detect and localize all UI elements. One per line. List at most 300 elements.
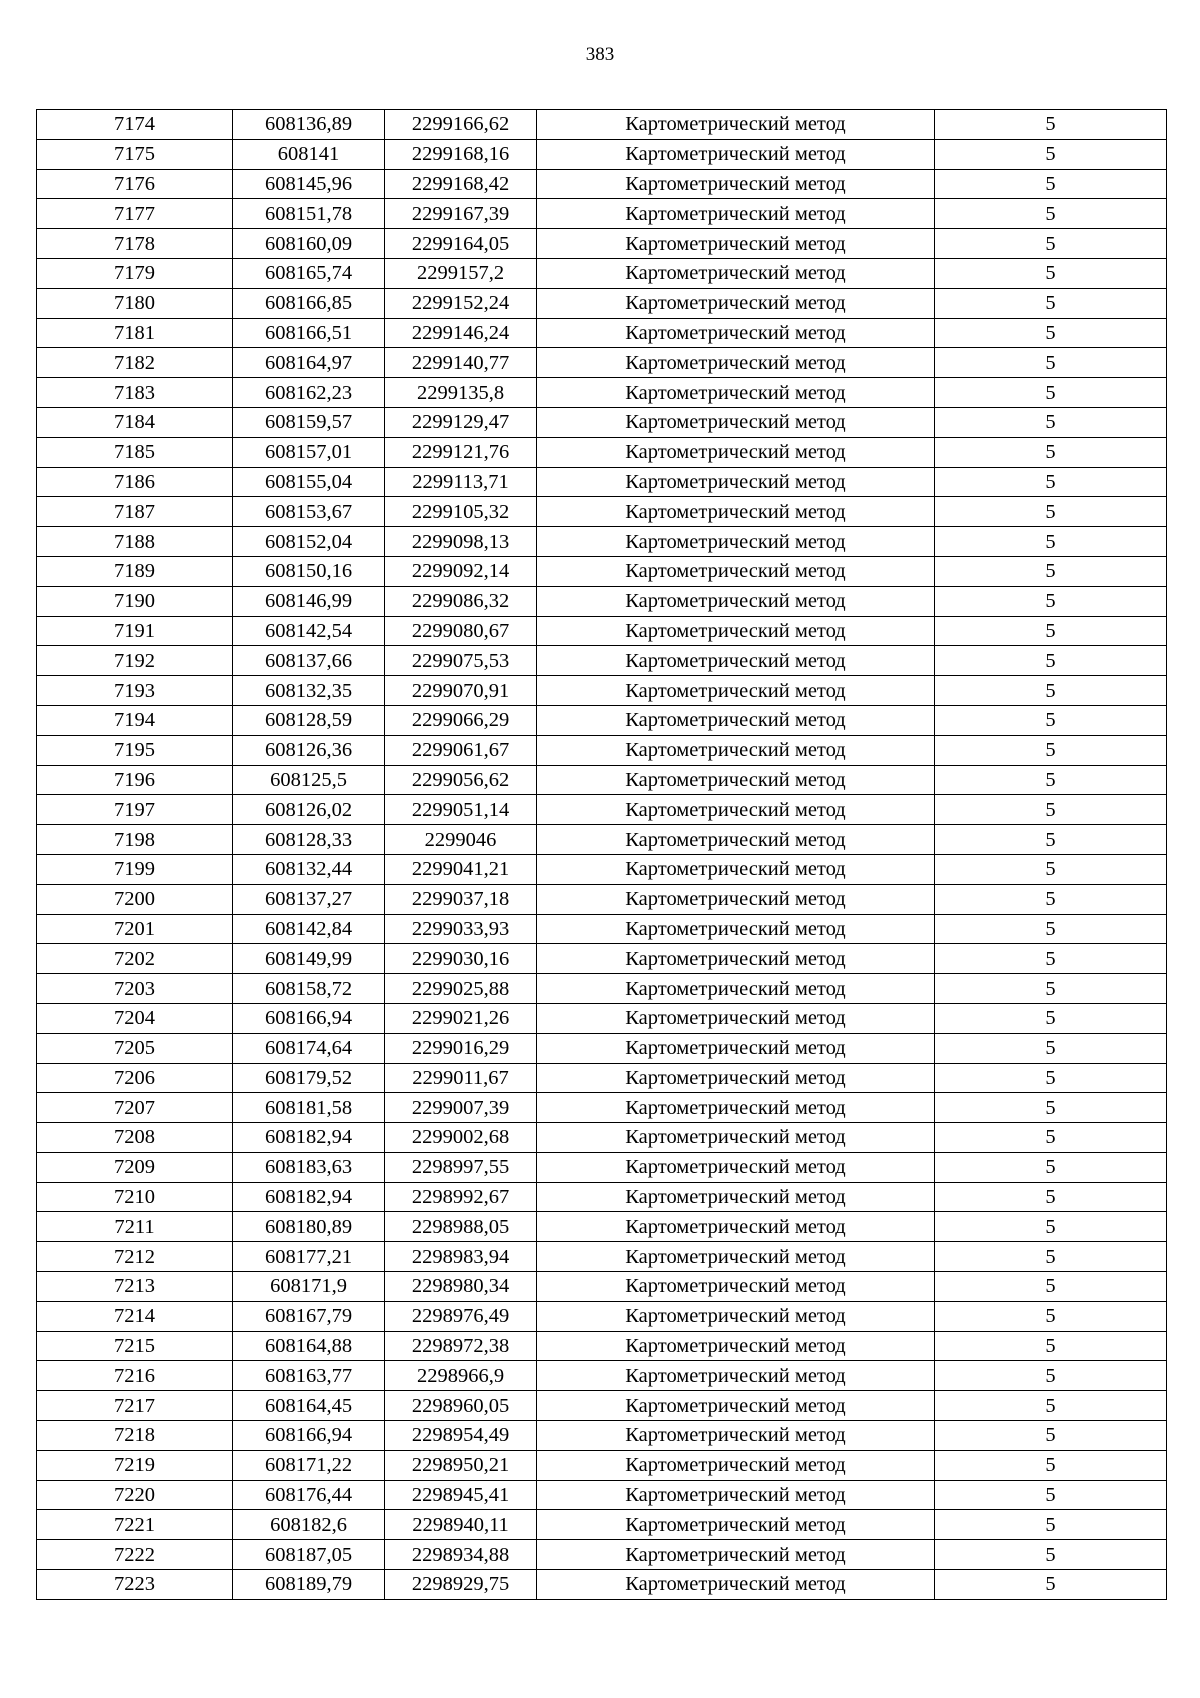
- table-row: [37, 1421, 1167, 1451]
- point-number-cell: 7208: [37, 1123, 233, 1153]
- y-coordinate-cell: 2299080,67: [385, 616, 537, 646]
- method-cell: Картометрический метод: [537, 1480, 935, 1510]
- point-number-cell: 7195: [37, 735, 233, 765]
- accuracy-cell: 5: [935, 914, 1167, 944]
- accuracy-cell: 5: [935, 1152, 1167, 1182]
- x-coordinate-cell: 608162,23: [233, 378, 385, 408]
- y-coordinate-cell: 2299030,16: [385, 944, 537, 974]
- y-coordinate-cell: 2299168,42: [385, 169, 537, 199]
- accuracy-cell: 5: [935, 1242, 1167, 1272]
- method-cell: Картометрический метод: [537, 1301, 935, 1331]
- table-row: [37, 527, 1167, 557]
- y-coordinate-cell: 2298997,55: [385, 1152, 537, 1182]
- point-number-cell: 7217: [37, 1391, 233, 1421]
- method-cell: Картометрический метод: [537, 1063, 935, 1093]
- table-row: [37, 199, 1167, 229]
- accuracy-cell: 5: [935, 944, 1167, 974]
- point-number-cell: 7192: [37, 646, 233, 676]
- table-row: [37, 1331, 1167, 1361]
- table-row: [37, 1480, 1167, 1510]
- method-cell: Картометрический метод: [537, 139, 935, 169]
- x-coordinate-cell: 608187,05: [233, 1540, 385, 1570]
- accuracy-cell: 5: [935, 1301, 1167, 1331]
- method-cell: Картометрический метод: [537, 676, 935, 706]
- x-coordinate-cell: 608164,97: [233, 348, 385, 378]
- method-cell: Картометрический метод: [537, 1331, 935, 1361]
- accuracy-cell: 5: [935, 1093, 1167, 1123]
- table-row: [37, 437, 1167, 467]
- x-coordinate-cell: 608137,27: [233, 884, 385, 914]
- x-coordinate-cell: 608132,35: [233, 676, 385, 706]
- point-number-cell: 7200: [37, 884, 233, 914]
- y-coordinate-cell: 2298954,49: [385, 1421, 537, 1451]
- table-row: [37, 378, 1167, 408]
- x-coordinate-cell: 608183,63: [233, 1152, 385, 1182]
- method-cell: Картометрический метод: [537, 1361, 935, 1391]
- accuracy-cell: 5: [935, 795, 1167, 825]
- point-number-cell: 7201: [37, 914, 233, 944]
- y-coordinate-cell: 2299135,8: [385, 378, 537, 408]
- table-row: [37, 1391, 1167, 1421]
- point-number-cell: 7207: [37, 1093, 233, 1123]
- y-coordinate-cell: 2299066,29: [385, 705, 537, 735]
- y-coordinate-cell: 2299164,05: [385, 229, 537, 259]
- y-coordinate-cell: 2299105,32: [385, 497, 537, 527]
- y-coordinate-cell: 2299113,71: [385, 467, 537, 497]
- method-cell: Картометрический метод: [537, 1003, 935, 1033]
- point-number-cell: 7203: [37, 974, 233, 1004]
- y-coordinate-cell: 2299092,14: [385, 556, 537, 586]
- accuracy-cell: 5: [935, 258, 1167, 288]
- y-coordinate-cell: 2298992,67: [385, 1182, 537, 1212]
- table-row: [37, 914, 1167, 944]
- accuracy-cell: 5: [935, 1510, 1167, 1540]
- method-cell: Картометрический метод: [537, 1510, 935, 1540]
- y-coordinate-cell: 2299056,62: [385, 765, 537, 795]
- accuracy-cell: 5: [935, 1450, 1167, 1480]
- x-coordinate-cell: 608128,33: [233, 825, 385, 855]
- point-number-cell: 7182: [37, 348, 233, 378]
- y-coordinate-cell: 2299021,26: [385, 1003, 537, 1033]
- y-coordinate-cell: 2299121,76: [385, 437, 537, 467]
- accuracy-cell: 5: [935, 586, 1167, 616]
- accuracy-cell: 5: [935, 110, 1167, 140]
- x-coordinate-cell: 608165,74: [233, 258, 385, 288]
- accuracy-cell: 5: [935, 1480, 1167, 1510]
- point-number-cell: 7179: [37, 258, 233, 288]
- table-row: [37, 1450, 1167, 1480]
- x-coordinate-cell: 608180,89: [233, 1212, 385, 1242]
- method-cell: Картометрический метод: [537, 407, 935, 437]
- accuracy-cell: 5: [935, 1540, 1167, 1570]
- point-number-cell: 7210: [37, 1182, 233, 1212]
- table-row: [37, 1003, 1167, 1033]
- method-cell: Картометрический метод: [537, 1033, 935, 1063]
- table-row: [37, 1093, 1167, 1123]
- method-cell: Картометрический метод: [537, 825, 935, 855]
- method-cell: Картометрический метод: [537, 1182, 935, 1212]
- y-coordinate-cell: 2299016,29: [385, 1033, 537, 1063]
- accuracy-cell: 5: [935, 229, 1167, 259]
- method-cell: Картометрический метод: [537, 1272, 935, 1302]
- point-number-cell: 7183: [37, 378, 233, 408]
- y-coordinate-cell: 2299075,53: [385, 646, 537, 676]
- y-coordinate-cell: 2299166,62: [385, 110, 537, 140]
- y-coordinate-cell: 2299046: [385, 825, 537, 855]
- accuracy-cell: 5: [935, 1272, 1167, 1302]
- point-number-cell: 7176: [37, 169, 233, 199]
- accuracy-cell: 5: [935, 676, 1167, 706]
- accuracy-cell: 5: [935, 556, 1167, 586]
- point-number-cell: 7198: [37, 825, 233, 855]
- x-coordinate-cell: 608182,6: [233, 1510, 385, 1540]
- method-cell: Картометрический метод: [537, 1450, 935, 1480]
- method-cell: Картометрический метод: [537, 616, 935, 646]
- method-cell: Картометрический метод: [537, 854, 935, 884]
- method-cell: Картометрический метод: [537, 1540, 935, 1570]
- accuracy-cell: 5: [935, 407, 1167, 437]
- accuracy-cell: 5: [935, 854, 1167, 884]
- method-cell: Картометрический метод: [537, 586, 935, 616]
- method-cell: Картометрический метод: [537, 348, 935, 378]
- accuracy-cell: 5: [935, 616, 1167, 646]
- x-coordinate-cell: 608152,04: [233, 527, 385, 557]
- table-row: [37, 467, 1167, 497]
- method-cell: Картометрический метод: [537, 169, 935, 199]
- table-row: [37, 1212, 1167, 1242]
- table-row: [37, 1540, 1167, 1570]
- point-number-cell: 7219: [37, 1450, 233, 1480]
- method-cell: Картометрический метод: [537, 497, 935, 527]
- point-number-cell: 7202: [37, 944, 233, 974]
- x-coordinate-cell: 608142,54: [233, 616, 385, 646]
- y-coordinate-cell: 2299129,47: [385, 407, 537, 437]
- point-number-cell: 7194: [37, 705, 233, 735]
- accuracy-cell: 5: [935, 348, 1167, 378]
- y-coordinate-cell: 2298972,38: [385, 1331, 537, 1361]
- method-cell: Картометрический метод: [537, 1421, 935, 1451]
- table-row: [37, 1510, 1167, 1540]
- method-cell: Картометрический метод: [537, 199, 935, 229]
- x-coordinate-cell: 608163,77: [233, 1361, 385, 1391]
- point-number-cell: 7221: [37, 1510, 233, 1540]
- point-number-cell: 7197: [37, 795, 233, 825]
- x-coordinate-cell: 608145,96: [233, 169, 385, 199]
- point-number-cell: 7213: [37, 1272, 233, 1302]
- point-number-cell: 7199: [37, 854, 233, 884]
- accuracy-cell: 5: [935, 884, 1167, 914]
- coordinates-table-body: [37, 110, 1167, 1600]
- x-coordinate-cell: 608164,88: [233, 1331, 385, 1361]
- table-row: [37, 735, 1167, 765]
- method-cell: Картометрический метод: [537, 258, 935, 288]
- accuracy-cell: 5: [935, 169, 1167, 199]
- table-row: [37, 139, 1167, 169]
- point-number-cell: 7215: [37, 1331, 233, 1361]
- coordinates-table: [36, 109, 1167, 1600]
- accuracy-cell: 5: [935, 139, 1167, 169]
- table-row: [37, 676, 1167, 706]
- x-coordinate-cell: 608126,36: [233, 735, 385, 765]
- y-coordinate-cell: 2298960,05: [385, 1391, 537, 1421]
- method-cell: Картометрический метод: [537, 527, 935, 557]
- method-cell: Картометрический метод: [537, 318, 935, 348]
- x-coordinate-cell: 608160,09: [233, 229, 385, 259]
- x-coordinate-cell: 608146,99: [233, 586, 385, 616]
- method-cell: Картометрический метод: [537, 288, 935, 318]
- table-row: [37, 646, 1167, 676]
- table-row: [37, 1242, 1167, 1272]
- method-cell: Картометрический метод: [537, 705, 935, 735]
- y-coordinate-cell: 2298945,41: [385, 1480, 537, 1510]
- point-number-cell: 7177: [37, 199, 233, 229]
- y-coordinate-cell: 2299098,13: [385, 527, 537, 557]
- method-cell: Картометрический метод: [537, 795, 935, 825]
- point-number-cell: 7189: [37, 556, 233, 586]
- table-row: [37, 974, 1167, 1004]
- x-coordinate-cell: 608150,16: [233, 556, 385, 586]
- accuracy-cell: 5: [935, 497, 1167, 527]
- point-number-cell: 7209: [37, 1152, 233, 1182]
- point-number-cell: 7186: [37, 467, 233, 497]
- accuracy-cell: 5: [935, 1123, 1167, 1153]
- y-coordinate-cell: 2299041,21: [385, 854, 537, 884]
- accuracy-cell: 5: [935, 1570, 1167, 1600]
- accuracy-cell: 5: [935, 1063, 1167, 1093]
- table-row: [37, 169, 1167, 199]
- point-number-cell: 7211: [37, 1212, 233, 1242]
- method-cell: Картометрический метод: [537, 944, 935, 974]
- x-coordinate-cell: 608182,94: [233, 1123, 385, 1153]
- y-coordinate-cell: 2299011,67: [385, 1063, 537, 1093]
- accuracy-cell: 5: [935, 318, 1167, 348]
- method-cell: Картометрический метод: [537, 1093, 935, 1123]
- y-coordinate-cell: 2299033,93: [385, 914, 537, 944]
- x-coordinate-cell: 608171,9: [233, 1272, 385, 1302]
- method-cell: Картометрический метод: [537, 437, 935, 467]
- y-coordinate-cell: 2298950,21: [385, 1450, 537, 1480]
- y-coordinate-cell: 2299002,68: [385, 1123, 537, 1153]
- accuracy-cell: 5: [935, 735, 1167, 765]
- accuracy-cell: 5: [935, 1331, 1167, 1361]
- table-row: [37, 1570, 1167, 1600]
- accuracy-cell: 5: [935, 1391, 1167, 1421]
- y-coordinate-cell: 2299007,39: [385, 1093, 537, 1123]
- x-coordinate-cell: 608151,78: [233, 199, 385, 229]
- point-number-cell: 7214: [37, 1301, 233, 1331]
- method-cell: Картометрический метод: [537, 765, 935, 795]
- table-row: [37, 110, 1167, 140]
- table-row: [37, 318, 1167, 348]
- point-number-cell: 7223: [37, 1570, 233, 1600]
- table-row: [37, 1182, 1167, 1212]
- point-number-cell: 7218: [37, 1421, 233, 1451]
- y-coordinate-cell: 2299070,91: [385, 676, 537, 706]
- table-row: [37, 229, 1167, 259]
- accuracy-cell: 5: [935, 1003, 1167, 1033]
- x-coordinate-cell: 608179,52: [233, 1063, 385, 1093]
- point-number-cell: 7188: [37, 527, 233, 557]
- x-coordinate-cell: 608182,94: [233, 1182, 385, 1212]
- table-row: [37, 1301, 1167, 1331]
- y-coordinate-cell: 2298988,05: [385, 1212, 537, 1242]
- accuracy-cell: 5: [935, 527, 1167, 557]
- x-coordinate-cell: 608176,44: [233, 1480, 385, 1510]
- point-number-cell: 7222: [37, 1540, 233, 1570]
- x-coordinate-cell: 608167,79: [233, 1301, 385, 1331]
- x-coordinate-cell: 608164,45: [233, 1391, 385, 1421]
- accuracy-cell: 5: [935, 199, 1167, 229]
- method-cell: Картометрический метод: [537, 914, 935, 944]
- x-coordinate-cell: 608149,99: [233, 944, 385, 974]
- x-coordinate-cell: 608142,84: [233, 914, 385, 944]
- method-cell: Картометрический метод: [537, 1242, 935, 1272]
- method-cell: Картометрический метод: [537, 467, 935, 497]
- x-coordinate-cell: 608177,21: [233, 1242, 385, 1272]
- accuracy-cell: 5: [935, 1361, 1167, 1391]
- x-coordinate-cell: 608189,79: [233, 1570, 385, 1600]
- method-cell: Картометрический метод: [537, 735, 935, 765]
- y-coordinate-cell: 2299157,2: [385, 258, 537, 288]
- accuracy-cell: 5: [935, 467, 1167, 497]
- point-number-cell: 7193: [37, 676, 233, 706]
- accuracy-cell: 5: [935, 765, 1167, 795]
- x-coordinate-cell: 608157,01: [233, 437, 385, 467]
- accuracy-cell: 5: [935, 1182, 1167, 1212]
- y-coordinate-cell: 2298980,34: [385, 1272, 537, 1302]
- accuracy-cell: 5: [935, 974, 1167, 1004]
- table-row: [37, 556, 1167, 586]
- y-coordinate-cell: 2298976,49: [385, 1301, 537, 1331]
- x-coordinate-cell: 608128,59: [233, 705, 385, 735]
- point-number-cell: 7185: [37, 437, 233, 467]
- y-coordinate-cell: 2298929,75: [385, 1570, 537, 1600]
- y-coordinate-cell: 2299051,14: [385, 795, 537, 825]
- table-row: [37, 348, 1167, 378]
- table-row: [37, 407, 1167, 437]
- y-coordinate-cell: 2299167,39: [385, 199, 537, 229]
- point-number-cell: 7190: [37, 586, 233, 616]
- y-coordinate-cell: 2298983,94: [385, 1242, 537, 1272]
- point-number-cell: 7196: [37, 765, 233, 795]
- table-row: [37, 258, 1167, 288]
- point-number-cell: 7216: [37, 1361, 233, 1391]
- table-row: [37, 765, 1167, 795]
- x-coordinate-cell: 608166,94: [233, 1421, 385, 1451]
- table-row: [37, 616, 1167, 646]
- table-row: [37, 1123, 1167, 1153]
- point-number-cell: 7181: [37, 318, 233, 348]
- table-row: [37, 1033, 1167, 1063]
- x-coordinate-cell: 608166,94: [233, 1003, 385, 1033]
- point-number-cell: 7187: [37, 497, 233, 527]
- method-cell: Картометрический метод: [537, 229, 935, 259]
- x-coordinate-cell: 608137,66: [233, 646, 385, 676]
- x-coordinate-cell: 608125,5: [233, 765, 385, 795]
- y-coordinate-cell: 2299152,24: [385, 288, 537, 318]
- table-row: [37, 705, 1167, 735]
- method-cell: Картометрический метод: [537, 646, 935, 676]
- x-coordinate-cell: 608174,64: [233, 1033, 385, 1063]
- page-number: 383: [585, 44, 615, 65]
- table-row: [37, 825, 1167, 855]
- table-row: [37, 795, 1167, 825]
- y-coordinate-cell: 2299086,32: [385, 586, 537, 616]
- table-row: [37, 884, 1167, 914]
- method-cell: Картометрический метод: [537, 1570, 935, 1600]
- table-row: [37, 1361, 1167, 1391]
- x-coordinate-cell: 608132,44: [233, 854, 385, 884]
- method-cell: Картометрический метод: [537, 378, 935, 408]
- accuracy-cell: 5: [935, 378, 1167, 408]
- method-cell: Картометрический метод: [537, 884, 935, 914]
- y-coordinate-cell: 2299146,24: [385, 318, 537, 348]
- accuracy-cell: 5: [935, 1212, 1167, 1242]
- y-coordinate-cell: 2298934,88: [385, 1540, 537, 1570]
- method-cell: Картометрический метод: [537, 1212, 935, 1242]
- y-coordinate-cell: 2298966,9: [385, 1361, 537, 1391]
- x-coordinate-cell: 608153,67: [233, 497, 385, 527]
- table-row: [37, 1272, 1167, 1302]
- accuracy-cell: 5: [935, 825, 1167, 855]
- point-number-cell: 7220: [37, 1480, 233, 1510]
- x-coordinate-cell: 608155,04: [233, 467, 385, 497]
- point-number-cell: 7191: [37, 616, 233, 646]
- table-row: [37, 944, 1167, 974]
- y-coordinate-cell: 2299037,18: [385, 884, 537, 914]
- point-number-cell: 7205: [37, 1033, 233, 1063]
- x-coordinate-cell: 608181,58: [233, 1093, 385, 1123]
- x-coordinate-cell: 608136,89: [233, 110, 385, 140]
- method-cell: Картометрический метод: [537, 1123, 935, 1153]
- method-cell: Картометрический метод: [537, 1391, 935, 1421]
- point-number-cell: 7180: [37, 288, 233, 318]
- accuracy-cell: 5: [935, 646, 1167, 676]
- table-row: [37, 854, 1167, 884]
- point-number-cell: 7206: [37, 1063, 233, 1093]
- method-cell: Картометрический метод: [537, 556, 935, 586]
- y-coordinate-cell: 2299168,16: [385, 139, 537, 169]
- point-number-cell: 7212: [37, 1242, 233, 1272]
- point-number-cell: 7175: [37, 139, 233, 169]
- accuracy-cell: 5: [935, 437, 1167, 467]
- y-coordinate-cell: 2299025,88: [385, 974, 537, 1004]
- method-cell: Картометрический метод: [537, 110, 935, 140]
- accuracy-cell: 5: [935, 705, 1167, 735]
- point-number-cell: 7204: [37, 1003, 233, 1033]
- x-coordinate-cell: 608159,57: [233, 407, 385, 437]
- point-number-cell: 7174: [37, 110, 233, 140]
- x-coordinate-cell: 608141: [233, 139, 385, 169]
- method-cell: Картометрический метод: [537, 1152, 935, 1182]
- x-coordinate-cell: 608171,22: [233, 1450, 385, 1480]
- accuracy-cell: 5: [935, 1421, 1167, 1451]
- y-coordinate-cell: 2299061,67: [385, 735, 537, 765]
- table-row: [37, 1152, 1167, 1182]
- table-row: [37, 586, 1167, 616]
- x-coordinate-cell: 608166,85: [233, 288, 385, 318]
- point-number-cell: 7178: [37, 229, 233, 259]
- x-coordinate-cell: 608166,51: [233, 318, 385, 348]
- x-coordinate-cell: 608158,72: [233, 974, 385, 1004]
- point-number-cell: 7184: [37, 407, 233, 437]
- table-row: [37, 497, 1167, 527]
- y-coordinate-cell: 2298940,11: [385, 1510, 537, 1540]
- y-coordinate-cell: 2299140,77: [385, 348, 537, 378]
- accuracy-cell: 5: [935, 1033, 1167, 1063]
- table-row: [37, 288, 1167, 318]
- accuracy-cell: 5: [935, 288, 1167, 318]
